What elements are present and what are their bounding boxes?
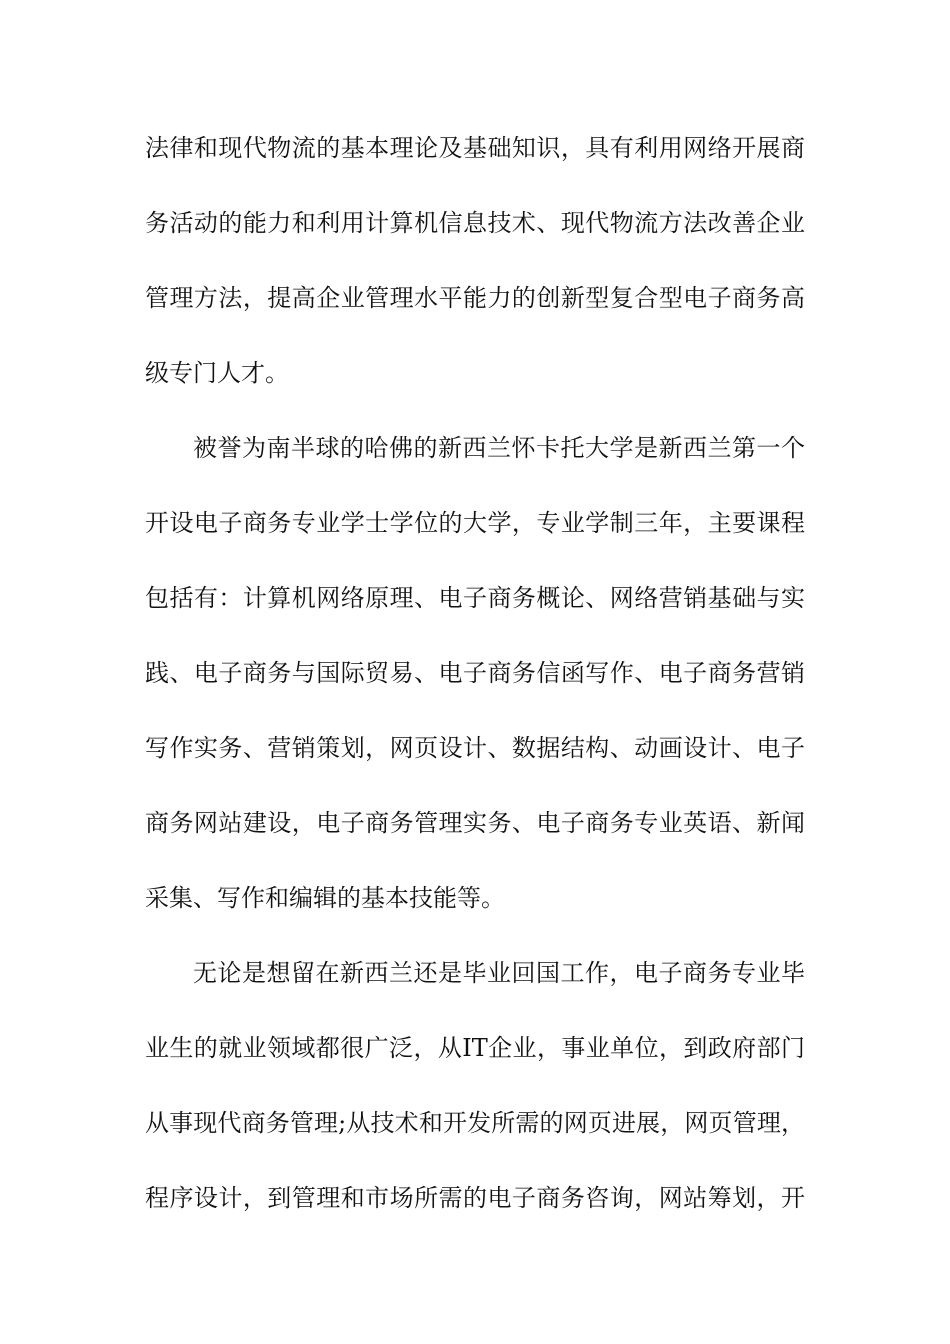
paragraph-1-line-3: 管理方法，提高企业管理水平能力的创新型复合型电子商务高	[145, 284, 805, 312]
paragraph-2-line-2: 开设电子商务专业学士学位的大学，专业学制三年，主要课程	[145, 509, 805, 537]
paragraph-2-line-6: 商务网站建设，电子商务管理实务、电子商务专业英语、新闻	[145, 809, 805, 837]
paragraph-1-line-4: 级专门人才。	[145, 359, 289, 387]
paragraph-2-line-1: 被誉为南半球的哈佛的新西兰怀卡托大学是新西兰第一个	[193, 434, 805, 462]
document-body	[145, 130, 805, 1255]
paragraph-3-line-4: 程序设计，到管理和市场所需的电子商务咨询，网站筹划，开	[145, 1184, 805, 1212]
paragraph-2-line-4: 践、电子商务与国际贸易、电子商务信函写作、电子商务营销	[145, 659, 805, 687]
paragraph-1-line-2: 务活动的能力和利用计算机信息技术、现代物流方法改善企业	[145, 209, 805, 237]
paragraph-2-line-5: 写作实务、营销策划，网页设计、数据结构、动画设计、电子	[145, 734, 805, 762]
paragraph-3-line-1: 无论是想留在新西兰还是毕业回国工作，电子商务专业毕	[193, 959, 805, 987]
paragraph-3-line-2: 业生的就业领域都很广泛，从IT企业，事业单位，到政府部门	[145, 1034, 805, 1062]
paragraph-2-line-7: 采集、写作和编辑的基本技能等。	[145, 884, 505, 912]
paragraph-3-line-3: 从事现代商务管理;从技术和开发所需的网页进展，网页管理，	[145, 1109, 805, 1137]
paragraph-2-line-3: 包括有：计算机网络原理、电子商务概论、网络营销基础与实	[145, 584, 805, 612]
paragraph-1-line-1: 法律和现代物流的基本理论及基础知识，具有利用网络开展商	[145, 134, 805, 162]
